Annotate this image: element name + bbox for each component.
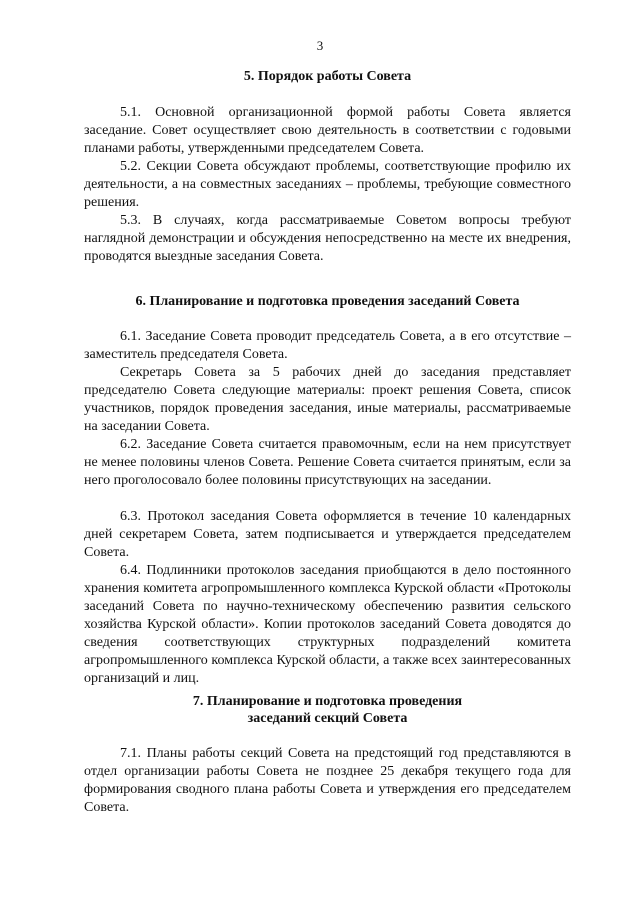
paragraph-6-4: 6.4. Подлинники протоколов заседания приобщаются в дело постоянного хранения комитета агропромышленного комплекса Курской области «Протоколы заседаний Совета по научно-техническому обеспечению развития сельского хозяйства Курской области». Копии протоколов заседаний Совета доводятся до сведения соответствующих структурных подразделений комитета агропромышленного комплекса Курской области, а также всех заинтересованных организаций и лиц. — [84, 563, 571, 686]
section-7-heading-line2: заседаний секций Совета — [247, 711, 408, 726]
paragraph-6-2: 6.2. Заседание Совета считается правомочным, если на нем присутствует не менее половины членов Совета. Решение Совета считается принятым, если за него проголосовало более половины присутствующих на заседании. — [84, 437, 571, 488]
paragraph-6-1: 6.1. Заседание Совета проводит председатель Совета, а в его отсутствие – заместитель председателя Совета. — [84, 329, 571, 362]
paragraph-5-3: 5.3. В случаях, когда рассматриваемые Советом вопросы требуют наглядной демонстрации и обсуждения непосредственно на месте их внедрения, проводятся выездные заседания Совета. — [84, 213, 571, 264]
paragraph-secretary: Секретарь Совета за 5 рабочих дней до заседания представляет председателю Совета следующие материалы: проект решения Совета, список участников, порядок проведения заседания, иные материалы, рассматриваемые на заседании Совета. — [84, 365, 571, 434]
paragraph-5-1: 5.1. Основной организационной формой работы Совета является заседание. Совет осуществляет свою деятельность в соответствии с годовыми планами работы, утвержденными председателем Совета. — [84, 105, 571, 156]
paragraph-6-3: 6.3. Протокол заседания Совета оформляется в течение 10 календарных дней секретарем Совета, затем подписывается и утверждается председателем Совета. — [84, 509, 571, 560]
section-6-heading: 6. Планирование и подготовка проведения заседаний Совета — [135, 294, 520, 309]
paragraph-7-1: 7.1. Планы работы секций Совета на предстоящий год представляются в отдел организации работы Совета не позднее 25 декабря текущего года для формирования сводного плана работы Совета и утверждения его председателем Совета. — [84, 746, 571, 815]
section-5-heading: 5. Порядок работы Совета — [243, 69, 412, 84]
page-number: 3 — [316, 38, 324, 53]
section-7-heading-line1: 7. Планирование и подготовка проведения — [192, 694, 463, 709]
paragraph-5-2: 5.2. Секции Совета обсуждают проблемы, соответствующие профилю их деятельности, а на совместных заседаниях – проблемы, требующие совместного решения. — [84, 159, 571, 210]
